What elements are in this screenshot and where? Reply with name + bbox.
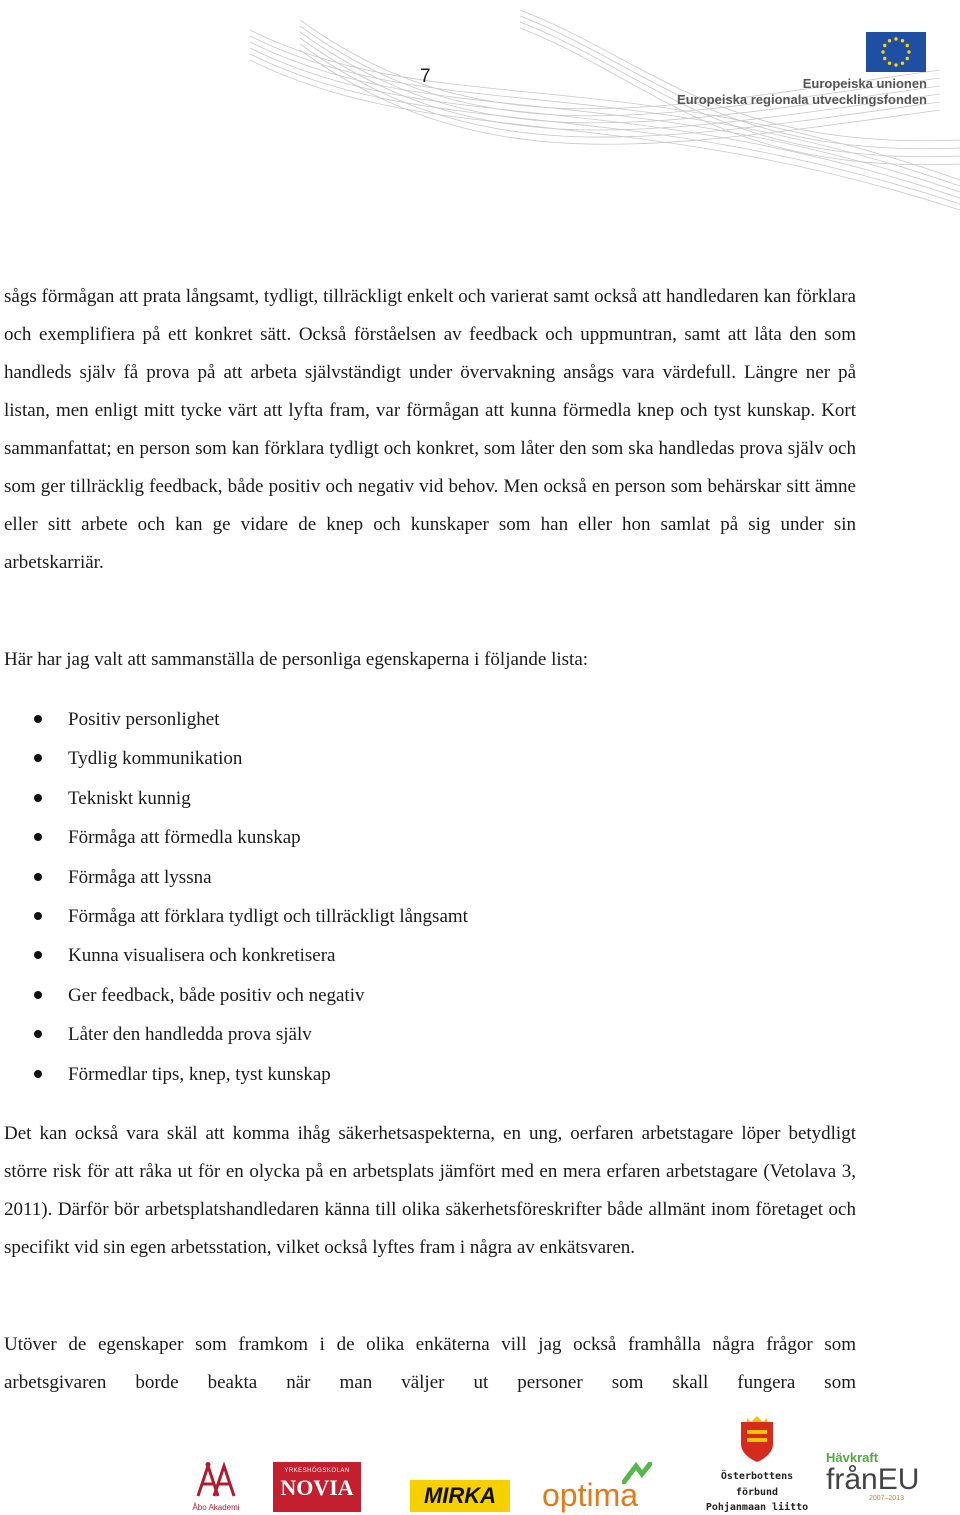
list-item: Låter den handledda prova själv bbox=[0, 1015, 900, 1054]
pohjanmaan-text: Pohjanmaan liitto bbox=[705, 1502, 809, 1513]
paragraph-1-c: Kort sammanfattat; en person som kan förklara tydligt och konkret, som låter den som ska handledas prova själv och som ger tillräcklig feedback, både positiv och negativ vid behov. Men också en person som behärskar sitt ämne eller sitt arbete och kan ge vidare de knep och kunskaper som han eller hon samlat på sig under sin arbetskarriär. bbox=[4, 400, 857, 573]
eu-star-icon bbox=[894, 37, 897, 40]
eu-star-icon bbox=[881, 50, 884, 53]
eu-star-icon bbox=[883, 44, 886, 47]
paragraph-1 bbox=[4, 278, 856, 582]
bullet-icon bbox=[34, 912, 42, 920]
eu-label bbox=[677, 76, 927, 108]
list-intro: Här har jag valt att sammanställa de personliga egenskaperna i följande lista: bbox=[4, 649, 589, 670]
eu-line2: Europeiska regionala utvecklingsfonden bbox=[677, 92, 927, 107]
abo-text: Åbo Akademi bbox=[192, 1503, 240, 1512]
mirka-text: MIRKA bbox=[423, 1483, 497, 1508]
bullet-icon bbox=[34, 1070, 42, 1078]
eu-star-icon bbox=[907, 50, 910, 53]
eu-line1: Europeiska unionen bbox=[802, 76, 927, 91]
footer-logos bbox=[0, 1410, 960, 1514]
coat-of-arms-icon bbox=[739, 1416, 775, 1464]
novia-top-text: YRKESHÖGSKOLAN bbox=[284, 1468, 350, 1474]
list-item: Kunna visualisera och konkretisera bbox=[0, 936, 900, 975]
osterbottens-text: Österbottens förbund bbox=[720, 1471, 794, 1498]
eu-star-icon bbox=[888, 39, 891, 42]
havkraft-logo bbox=[826, 1450, 926, 1514]
bullet-icon bbox=[34, 754, 42, 762]
list-item: Förmedlar tips, knep, tyst kunskap bbox=[0, 1055, 900, 1094]
bullet-icon bbox=[34, 715, 42, 723]
eu-flag-icon bbox=[866, 32, 926, 72]
paragraph-1-b: Längre ner på listan, men enligt mitt tycke värt att lyfta fram, var förmågan att kunna förmedla knep och tyst kunskap. bbox=[4, 362, 857, 421]
abo-akademi-icon bbox=[192, 1462, 240, 1498]
eu-star-icon bbox=[906, 44, 909, 47]
novia-logo bbox=[273, 1462, 361, 1512]
abo-akademi-logo bbox=[192, 1462, 240, 1514]
eu-star-icon bbox=[901, 62, 904, 65]
eu-star-icon bbox=[888, 62, 891, 65]
list-item: Förmåga att lyssna bbox=[0, 858, 900, 897]
paragraph-1-a: sågs förmågan att prata långsamt, tydligt, tillräckligt enkelt och varierat samt också att handledaren kan förklara och exemplifiera på ett konkret sätt. Också förståelsen av feedback och uppmuntran, samt att låta den som handleds själv få prova på att arbeta självständigt under övervakning ansågs vara värdefull. bbox=[4, 286, 856, 383]
eu-star-icon bbox=[883, 57, 886, 60]
optima-text: optima bbox=[542, 1477, 639, 1513]
eu-star-icon bbox=[894, 63, 897, 66]
bullet-icon bbox=[34, 951, 42, 959]
paragraph-4: Utöver de egenskaper som framkom i de olika enkäterna vill jag också framhålla några frågor som arbetsgivaren borde beakta när man väljer ut personer som skall fungera som bbox=[4, 1334, 856, 1393]
bullet-icon bbox=[34, 1030, 42, 1038]
list-item: Förmåga att förmedla kunskap bbox=[0, 818, 900, 857]
mirka-logo bbox=[410, 1480, 510, 1512]
paragraph-3: Det kan också vara skäl att komma ihåg säkerhetsaspekterna, en ung, oerfaren arbetstagare löper betydligt större risk för att råka ut för en olycka på en arbetsplats jämfört med en mera erfaren arbetstagare (Vetolava 3, 2011). Därför bör arbetsplatshandledaren känna till olika säkerhetsföreskrifter både allmänt inom företaget och specifikt vid sin egen arbetsstation, vilket också lyftes fram i några av enkätsvaren. bbox=[4, 1123, 856, 1258]
list-item: Förmåga att förklara tydligt och tillräckligt långsamt bbox=[0, 897, 900, 936]
novia-text: NOVIA bbox=[280, 1475, 354, 1500]
osterbottens-forbund-logo bbox=[702, 1416, 812, 1514]
eu-star-icon bbox=[906, 57, 909, 60]
havkraft-text: Hävkraft bbox=[826, 1450, 879, 1465]
optima-logo bbox=[542, 1462, 654, 1514]
bullet-icon bbox=[34, 794, 42, 802]
list-item: Tydlig kommunikation bbox=[0, 739, 900, 778]
bullet-icon bbox=[34, 873, 42, 881]
eu-star-icon bbox=[901, 39, 904, 42]
page-number: 7 bbox=[420, 66, 431, 87]
list-item: Positiv personlighet bbox=[0, 700, 900, 739]
franeu-text: frånEU bbox=[826, 1463, 920, 1496]
qualities-list bbox=[0, 700, 900, 1094]
bullet-icon bbox=[34, 991, 42, 999]
list-item: Tekniskt kunnig bbox=[0, 779, 900, 818]
years-text: 2007–2013 bbox=[868, 1495, 904, 1502]
header-wave-decoration bbox=[0, 0, 960, 240]
list-item: Ger feedback, både positiv och negativ bbox=[0, 976, 900, 1015]
bullet-icon bbox=[34, 833, 42, 841]
